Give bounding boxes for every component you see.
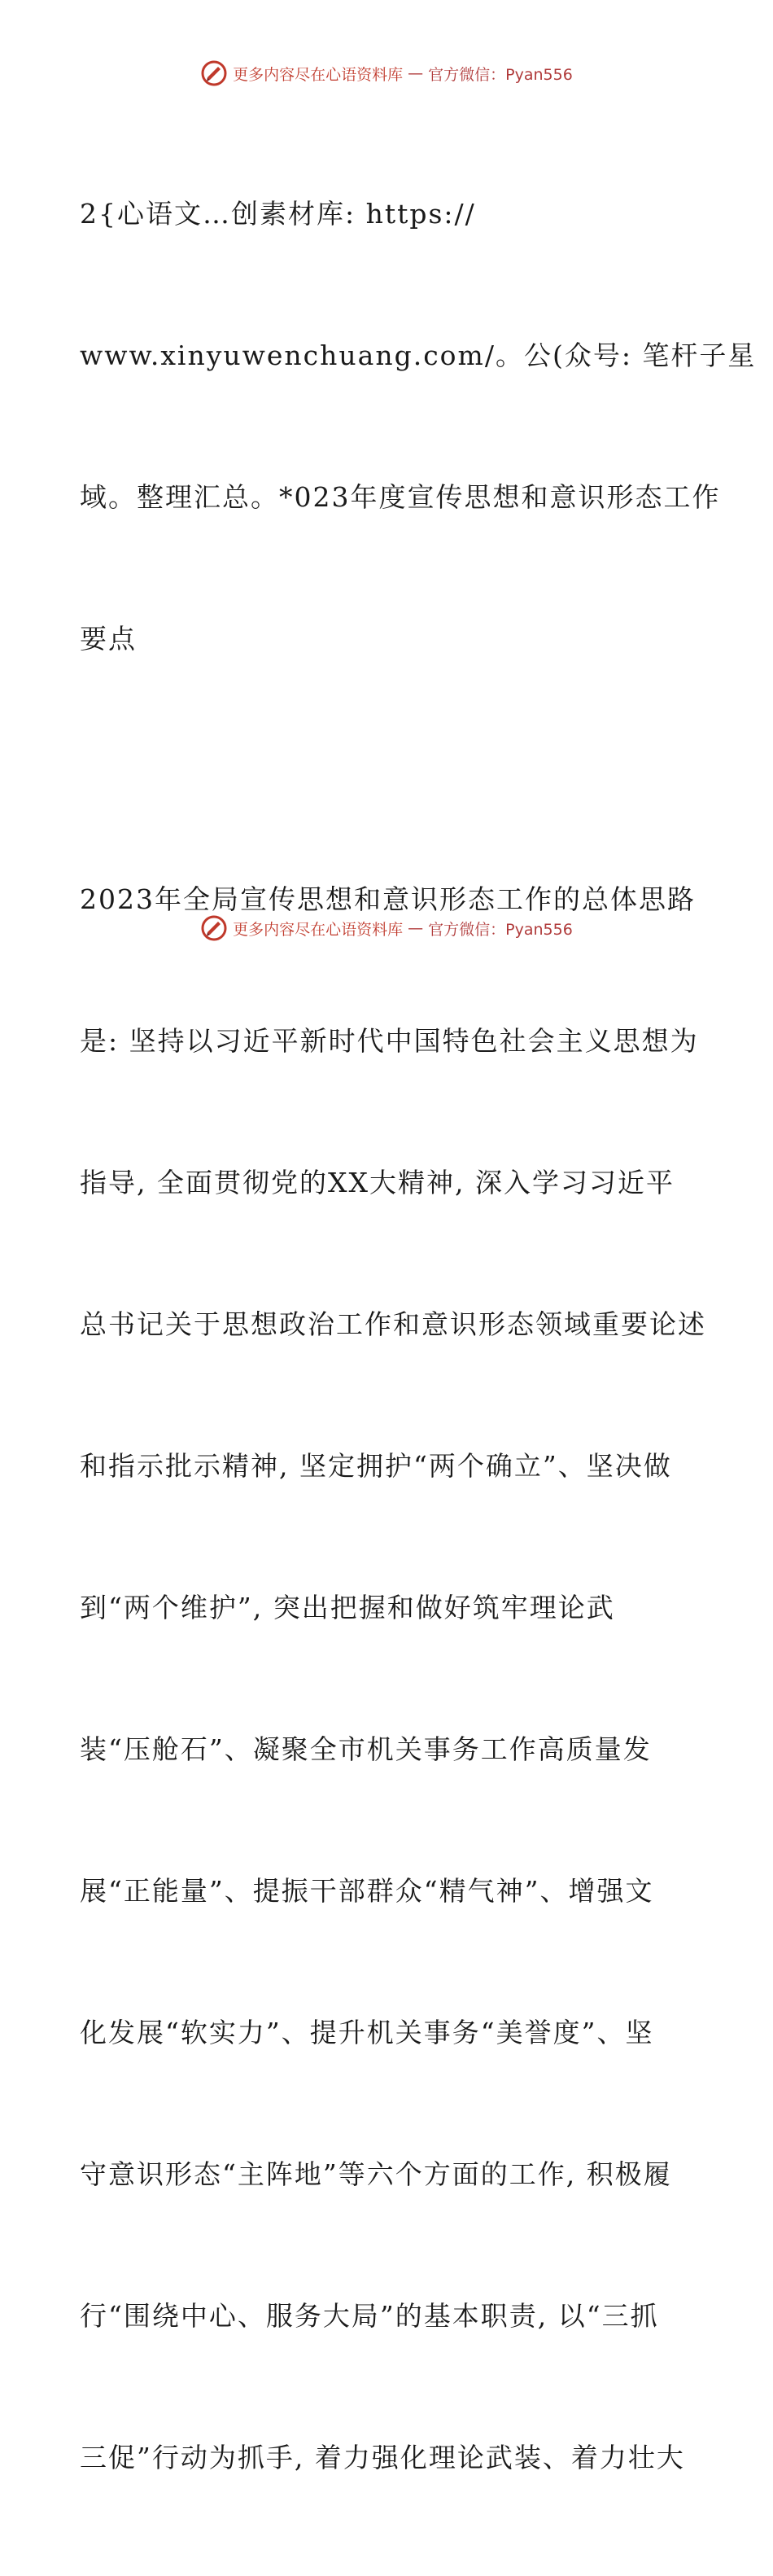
banner-main-text: 更多内容尽在心语资料库 xyxy=(233,920,404,939)
text-line: 和指示批示精神, 坚定拥护“两个确立”、坚决做 xyxy=(80,1450,672,1482)
brand-logo-icon xyxy=(200,914,228,942)
text-line: 指导, 全面贯彻党的XX大精神, 深入学习习近平 xyxy=(80,1167,675,1198)
text-line: 守意识形态“主阵地”等六个方面的工作, 积极履 xyxy=(80,2158,672,2190)
text-line: 展“正能量”、提振干部群众“精气神”、增强文 xyxy=(80,1875,654,1907)
text-line: 行“围绕中心、服务大局”的基本职责, 以“三抓 xyxy=(80,2300,659,2332)
text-line: 要点 xyxy=(80,623,137,655)
text-line: 三促”行动为抓手, 着力强化理论武装、着力壮大 xyxy=(80,2442,685,2473)
footer-watermark-banner xyxy=(0,912,773,944)
text-line: 2{心语文…创素材库: https:// xyxy=(80,198,476,230)
text-line: 装“压舱石”、凝聚全市机关事务工作高质量发 xyxy=(80,1733,652,1765)
banner-contact-text: 官方微信：Pyan556 xyxy=(428,65,573,84)
paragraph-intro xyxy=(80,96,757,757)
text-line: 总书记关于思想政治工作和意识形态领域重要论述 xyxy=(80,1308,706,1340)
text-line: 化发展“软实力”、提升机关事务“美誉度”、坚 xyxy=(80,2017,654,2048)
banner-contact-text: 官方微信：Pyan556 xyxy=(428,920,573,939)
text-line: 域。整理汇总。*023年度宣传思想和意识形态工作 xyxy=(80,481,721,513)
banner-dash: — xyxy=(408,64,424,82)
text-line: www.xinyuwenchuang.com/。公(众号: 笔杆子星 xyxy=(80,340,757,371)
text-line: 2023年全局宣传思想和意识形态工作的总体思路 xyxy=(80,883,696,915)
brand-logo-icon xyxy=(200,59,228,87)
document-body xyxy=(80,96,757,2576)
text-line: 到“两个维护”, 突出把握和做好筑牢理论武 xyxy=(80,1592,615,1623)
banner-main-text: 更多内容尽在心语资料库 xyxy=(233,65,404,84)
paragraph-main xyxy=(80,782,706,2576)
banner-dash: — xyxy=(408,919,424,937)
text-line: 是: 坚持以习近平新时代中国特色社会主义思想为 xyxy=(80,1025,699,1057)
header-watermark-banner xyxy=(0,57,773,90)
